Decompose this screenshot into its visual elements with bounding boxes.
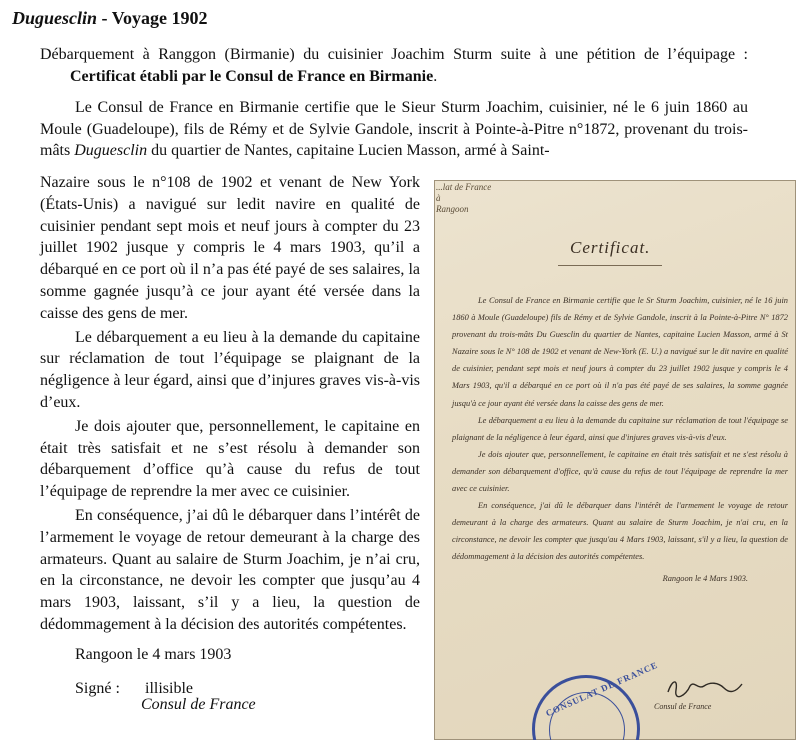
text-column <box>40 172 420 638</box>
hw-paragraph-2: Le débarquement a eu lieu à la demande du capitaine sur réclamation de tout l'équipage se plaignant de la négligence à leur égard, ainsi que d'injures graves vis-à-vis d'eux. <box>452 415 788 442</box>
p1-text-a: Le Consul de France en Birmanie certifie que le Sieur Sturm Joachim, cuisinier, né le 6 juin 1860 au Moule (Guadeloupe), fils de Rémy et de Sylvie Gandole, inscrit à Pointe-à-Pitre n°1872, provenant du trois-mâts <box>40 99 748 159</box>
signature-stroke <box>668 682 742 697</box>
consulate-seal <box>532 659 660 740</box>
hw-date: Rangoon le 4 Mars 1903. <box>662 573 748 583</box>
hw-paragraph-1: Le Consul de France en Birmanie certifie que le Sr Sturm Joachim, cuisinier, né le 16 juin 1860 à Moule (Guadeloupe) fils de Rémy et de Sylvie Gandole, inscrit à la Pointe-à-Pitre N° 1872 provenant du trois-mâts Du Guesclin du quartier de Nantes, capitaine Lucien Masson, armé à St Nazaire sous le N° 108 de 1902 et venant de New-York (E. U.) a navigué sur le dit navire en qualité de cuisinier, pendant sept mois et neuf jours à compter du 23 juillet 1902 jusque y compris le 4 Mars 1903, qu'il a débarqué en ce port où il n'a pas été payé de ses salaires, la somme gagnée jusqu'à ce jour ayant été versée dans la caisse des gens de mer. <box>452 296 788 408</box>
paragraph-3: Je dois ajouter que, personnellement, le capitaine en était très satisfait et ne s’est résolu à demander son débarquement d’office qu’à cause du refus de tout l’équipage de reprendre la mer avec ce cuisinier. <box>40 417 420 501</box>
signer-role: Consul de France <box>141 696 256 713</box>
heading-voyage: Voyage 1902 <box>111 8 208 28</box>
heading-ship: Duguesclin <box>12 8 98 28</box>
place-date: Rangoon le 4 mars 1903 <box>75 646 232 663</box>
handwritten-signature <box>664 674 744 700</box>
signature-caption: Consul de France <box>654 702 712 711</box>
intro-end: . <box>433 68 438 85</box>
intro-bold: Certificat établi par le Consul de France en Birmanie <box>70 68 434 85</box>
document-heading <box>12 8 208 29</box>
signed-label: Signé : <box>75 680 120 697</box>
hw-paragraph-4: En conséquence, j'ai dû le débarquer dans l'intérêt de l'armement le voyage de retour demeurant à la charge des armateurs. Quant au salaire de Sturm Joachim, je n'ai cru, en la circonstance, ne devoir les compter que jusqu'au 4 Mars 1903, laissant, s'il y a lieu, la question de dédommagement à la décision des autorités compétentes. <box>452 501 788 562</box>
scanned-certificate-image <box>434 180 796 740</box>
hw-paragraph-3: Je dois ajouter que, personnellement, le capitaine en était très satisfait et ne s'est résolu à demander son débarquement d'office, qu'à cause du refus de tout l'équipage de reprendre la mer avec ce cuisinier. <box>452 449 788 494</box>
paragraph-4: En conséquence, j’ai dû le débarquer dans l’intérêt de l’armement le voyage de retour demeurant à la charge des armateurs. Quant au salaire de Sturm Joachim, je n’ai cru, en la circonstance, ne devoir les compter que jusqu’au 4 mars 1903, laissant, s’il y a lieu, la question de dédommagement à la décision des autorités compétentes. <box>40 506 420 633</box>
handwritten-text <box>452 292 788 587</box>
p1-continuation: Nazaire sous le n°108 de 1902 et venant de New York (États-Unis) a navigué sur ledit navire en qualité de cuisinier pendant sept mois et neuf jours à compter du 23 juillet 1902 jusque y compris le 4 mars 1903, qu’il a débarqué en ce port où il n’a pas été payé de ses salaires, la somme gagnée jusqu’à ce jour ayant été versée dans la caisse des gens de mer. <box>40 174 420 322</box>
paragraph-2: Le débarquement a eu lieu à la demande du capitaine sur réclamation de tout l’équipage se plaignant de la négligence à leur égard, ainsi que d’injures graves vis-à-vis d’eux. <box>40 328 420 411</box>
paragraph-1-full-width <box>40 97 748 162</box>
consulate-header: ...lat de France à Rangoon <box>436 182 492 214</box>
signed-value: illisible <box>145 680 193 697</box>
seal-text: CONSULAT DE FRANCE <box>544 659 660 719</box>
certificate-title: Certificat. <box>570 238 651 257</box>
title-underline <box>558 265 662 266</box>
p1-text-b: du quartier de Nantes, capitaine Lucien Masson, armé à Saint- <box>147 142 550 159</box>
intro-text: Débarquement à Ranggon (Birmanie) du cuisinier Joachim Sturm suite à une pétition de l’équipage : <box>40 46 748 63</box>
heading-sep: - <box>97 8 112 28</box>
intro-paragraph <box>40 44 748 88</box>
p1-ship-name: Duguesclin <box>74 142 148 159</box>
